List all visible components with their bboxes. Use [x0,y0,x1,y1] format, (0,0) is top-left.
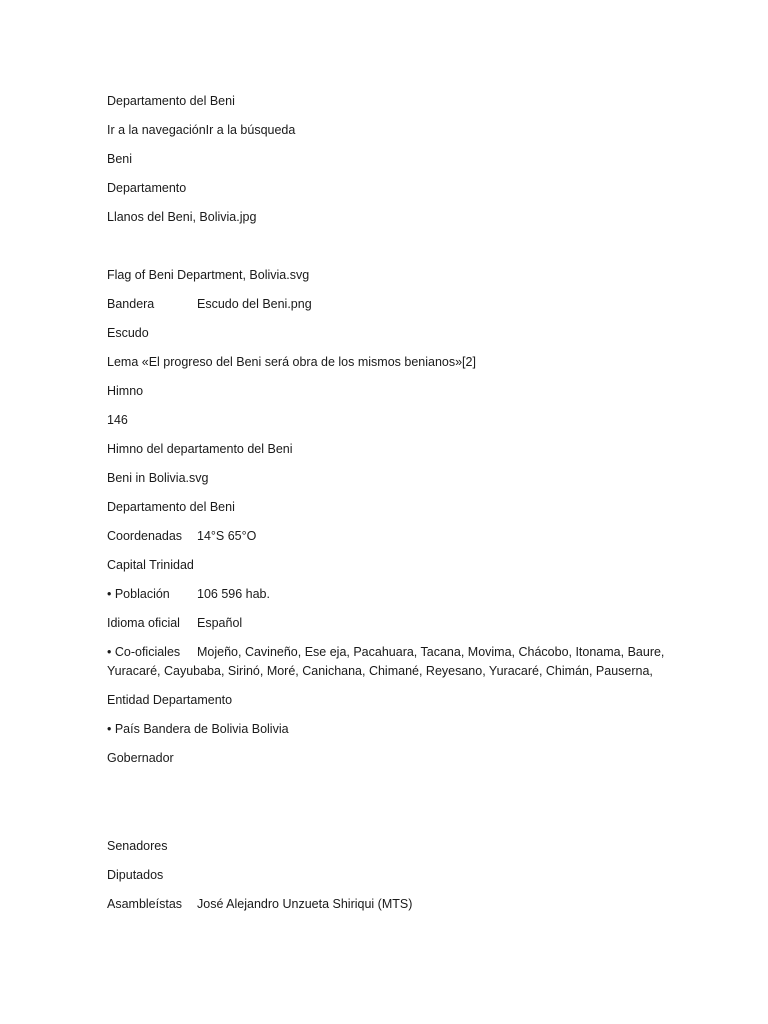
idioma-label: Idioma oficial [107,616,180,630]
map-filename: Beni in Bolivia.svg [107,471,209,485]
map-caption: Departamento del Beni [107,500,235,514]
lema: Lema «El progreso del Beni será obra de los mismos benianos»[2] [107,355,476,369]
flag-filename: Flag of Beni Department, Bolivia.svg [107,268,310,282]
entity-type: Departamento [107,181,187,195]
senadores-label: Senadores [107,839,168,853]
escudo-filename: Escudo del Beni.png [197,297,312,311]
idioma-value: Español [197,616,243,630]
himno-number: 146 [107,413,128,427]
diputados-label: Diputados [107,868,164,882]
coordinates-row [107,528,257,544]
coordinates-label: Coordenadas [107,529,183,543]
cooficiales-value-line1: Mojeño, Cavineño, Ese eja, Pacahuara, Tacana, Movima, Chácobo, Itonama, Baure, [197,645,665,659]
page-title: Departamento del Beni [107,94,235,108]
asambleistas-label: Asambleístas [107,897,183,911]
poblacion-label: • Población [107,587,170,601]
poblacion-value: 106 596 hab. [197,587,270,601]
image-filename: Llanos del Beni, Bolivia.jpg [107,210,257,224]
himno-title: Himno del departamento del Beni [107,442,293,456]
capital-row: Capital Trinidad [107,558,194,572]
cooficiales-value-line2: Yuracaré, Cayubaba, Sirinó, Moré, Canichana, Chimané, Reyesano, Yuracaré, Chimán, Pauserna, [107,664,653,678]
himno-label: Himno [107,384,144,398]
coordinates-value: 14°S 65°O [197,529,257,543]
gobernador-label: Gobernador [107,751,174,765]
asambleistas-value: José Alejandro Unzueta Shiriqui (MTS) [197,897,413,911]
asambleistas-row [107,896,413,912]
escudo-label: Escudo [107,326,149,340]
entidad-row: Entidad Departamento [107,693,233,707]
bandera-row [107,296,312,312]
poblacion-row [107,586,270,602]
navigation-links[interactable]: Ir a la navegaciónIr a la búsqueda [107,123,296,137]
cooficiales-label: • Co-oficiales [107,645,181,659]
entity-name: Beni [107,152,133,166]
bandera-label: Bandera [107,297,155,311]
idioma-row [107,615,243,631]
cooficiales-row [107,644,665,660]
pais-row: • País Bandera de Bolivia Bolivia [107,722,289,736]
